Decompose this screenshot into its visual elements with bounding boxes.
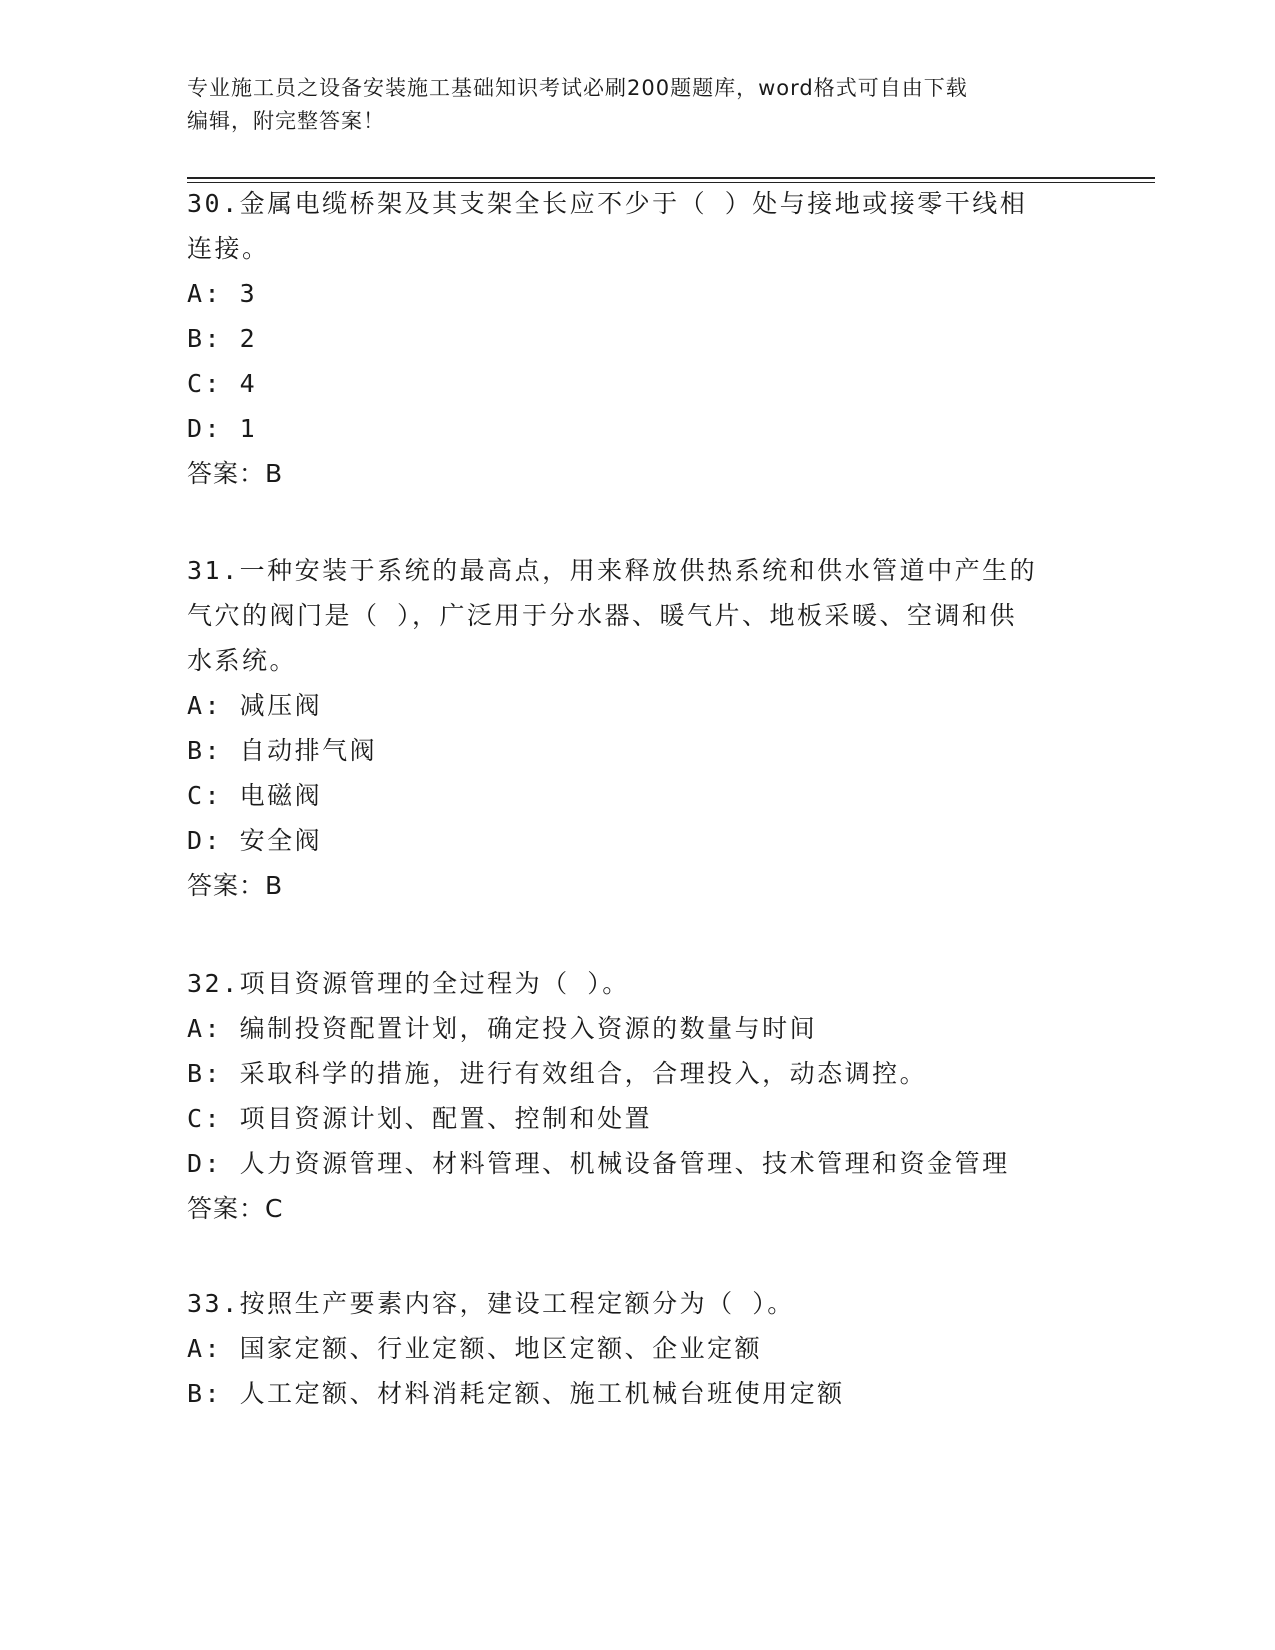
question-33 [187, 1281, 1087, 1416]
option-a: A: 国家定额、行业定额、地区定额、企业定额 [187, 1334, 763, 1363]
question-31 [187, 548, 1087, 908]
question-stem-line: 连接。 [187, 234, 270, 263]
question-stem-line: 30.金属电缆桥架及其支架全长应不少于（ ）处与接地或接零干线相 [187, 189, 1028, 218]
question-stem-line: 水系统。 [187, 646, 298, 675]
question-stem-line: 气穴的阀门是（ ），广泛用于分水器、暖气片、地板采暖、空调和供 [187, 601, 1018, 630]
header-line-2: 编辑，附完整答案！ [187, 109, 385, 133]
question-30 [187, 181, 1087, 496]
header-line-1: 专业施工员之设备安装施工基础知识考试必刷200题题库，word格式可自由下载 [187, 76, 968, 100]
question-32 [187, 961, 1087, 1231]
option-b: B: 2 [187, 324, 258, 353]
option-b: B: 自动排气阀 [187, 736, 378, 765]
option-b: B: 人工定额、材料消耗定额、施工机械台班使用定额 [187, 1379, 845, 1408]
option-d: D: 安全阀 [187, 826, 323, 855]
question-stem-line: 31.一种安装于系统的最高点，用来释放供热系统和供水管道中产生的 [187, 556, 1038, 585]
option-a: A: 减压阀 [187, 691, 323, 720]
option-d: D: 人力资源管理、材料管理、机械设备管理、技术管理和资金管理 [187, 1149, 1010, 1178]
document-header [187, 72, 1087, 138]
question-stem-line: 32.项目资源管理的全过程为（ ）。 [187, 969, 630, 998]
option-a: A: 编制投资配置计划，确定投入资源的数量与时间 [187, 1014, 818, 1043]
option-c: C: 项目资源计划、配置、控制和处置 [187, 1104, 653, 1133]
header-rule [187, 177, 1155, 179]
option-b: B: 采取科学的措施，进行有效组合，合理投入，动态调控。 [187, 1059, 928, 1088]
answer: 答案：C [187, 1194, 284, 1223]
option-d: D: 1 [187, 414, 258, 443]
answer: 答案：B [187, 459, 284, 488]
option-a: A: 3 [187, 279, 258, 308]
option-c: C: 4 [187, 369, 258, 398]
option-c: C: 电磁阀 [187, 781, 323, 810]
answer: 答案：B [187, 871, 284, 900]
question-stem-line: 33.按照生产要素内容，建设工程定额分为（ ）。 [187, 1289, 795, 1318]
